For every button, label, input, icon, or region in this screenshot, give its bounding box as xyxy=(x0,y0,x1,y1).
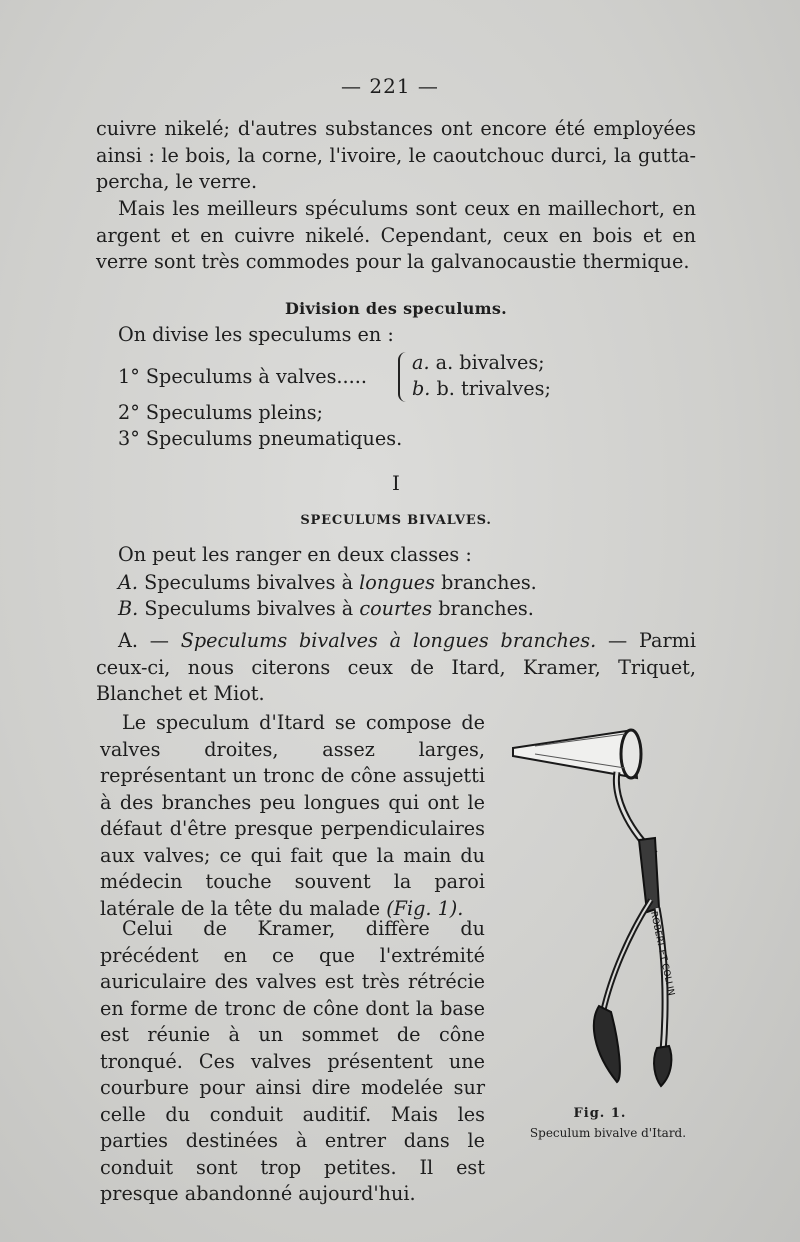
section-roman-numeral: I xyxy=(392,471,400,495)
figure-caption: Speculum bivalve d'Itard. xyxy=(529,1126,687,1140)
itard-speculum-illustration xyxy=(505,722,695,1102)
division-item-2: 2° Speculums pleins; xyxy=(118,401,324,424)
class-b-line: B. Speculums bivalves à courtes branches. xyxy=(118,597,534,620)
subsection-paragraph: A. — Speculums bivalves à longues branches. — Parmi ceux-ci, nous citerons ceux de Itard, Kramer, Triquet, Blanchet et Miot. xyxy=(96,629,696,705)
section-title: SPECULUMS BIVALVES. xyxy=(300,513,492,528)
page-number: — 221 — xyxy=(341,74,439,98)
engraving-text: ROBERT ET COLLIN xyxy=(648,910,676,997)
figure-label: Fig. 1. xyxy=(573,1106,627,1121)
division-item-1b: b. b. trivalves; xyxy=(412,377,551,400)
kramer-paragraph: Celui de Kramer, diffère du précédent en ce que l'extrémité auriculaire des valves est très rétrécie en forme de tronc de cône dont la base est réunie à un sommet de cône tronqué. Ces valves présentent une courbure pour ainsi dire modelée sur celle du conduit auditif. Mais les parties destinées à entrer dans le conduit sont trop petites. Il est presque abandonné aujourd'hui. xyxy=(100,917,485,1205)
section-lead: On peut les ranger en deux classes : xyxy=(118,543,472,566)
itard-paragraph: Le speculum d'Itard se compose de valves droites, assez larges, représentant un tronc de cône assujetti à des branches peu longues qui ont le défaut d'être presque perpendiculaires aux valves; ce qui fait que la main du médecin touche souvent la paroi latérale de la tête du malade (Fig. 1). xyxy=(100,711,485,920)
division-item-1: 1° Speculums à valves..... xyxy=(118,365,367,388)
intro-paragraph-1: cuivre nikelé; d'autres substances ont encore été employées ainsi : le bois, la corne, l'ivoire, le caoutchouc durci, la gutta-percha, le verre. xyxy=(96,117,696,193)
class-a-line: A. Speculums bivalves à longues branches. xyxy=(118,571,537,594)
division-heading: Division des speculums. xyxy=(284,299,508,318)
brace-icon xyxy=(398,352,410,402)
division-lead: On divise les speculums en : xyxy=(118,323,394,346)
division-item-3: 3° Speculums pneumatiques. xyxy=(118,427,403,450)
division-item-1a: a. a. bivalves; xyxy=(412,351,545,374)
intro-paragraph-2: Mais les meilleurs spéculums sont ceux en maillechort, en argent et en cuivre nikelé. Cependant, ceux en bois et en verre sont très commodes pour la galvanocaustie thermique. xyxy=(96,197,696,273)
